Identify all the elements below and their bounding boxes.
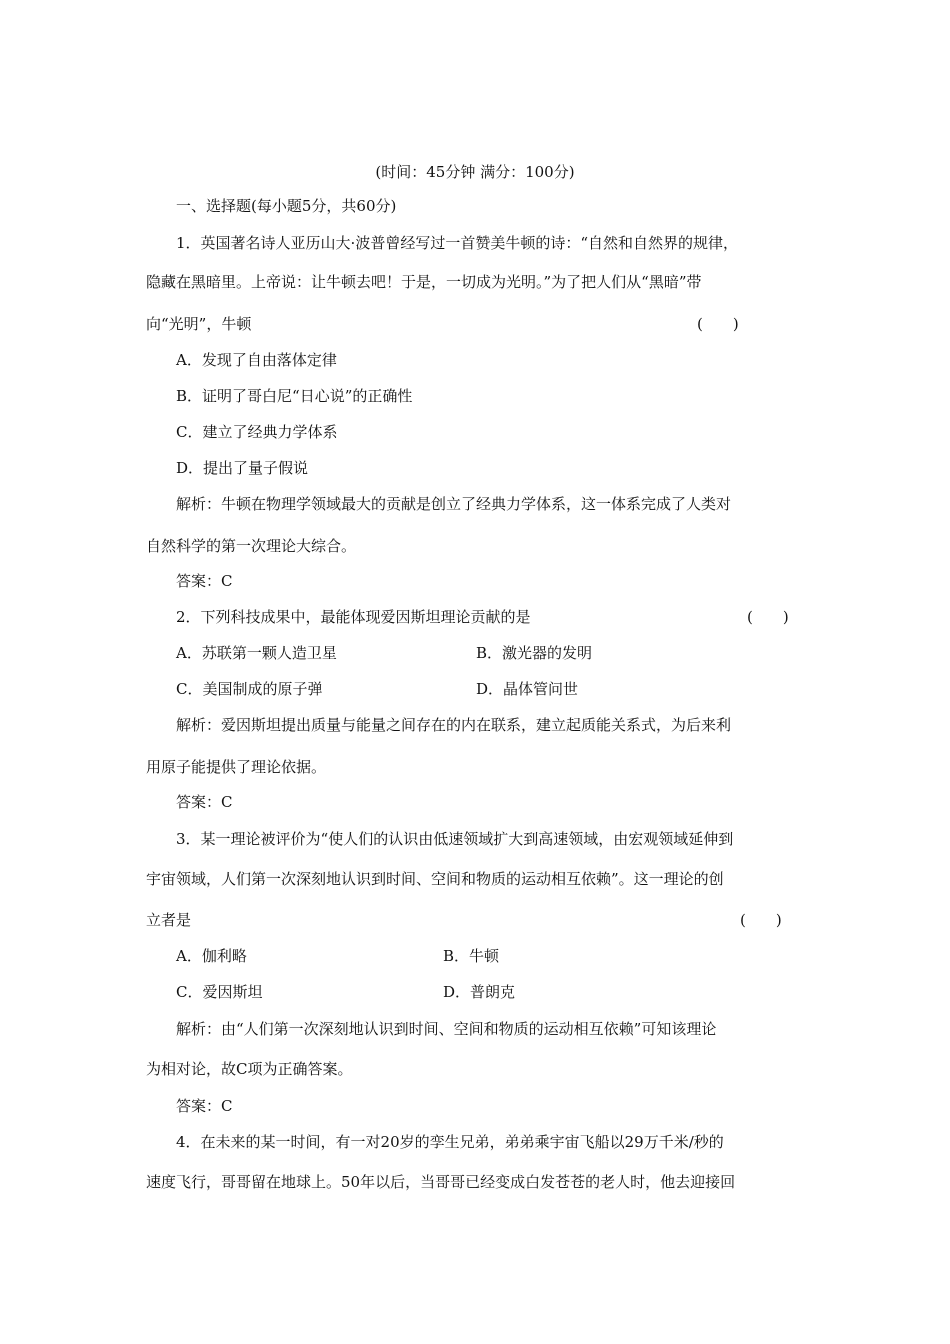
q2-answer: 答案：C [176, 793, 233, 811]
q3-option-a: A．伽利略 [176, 947, 247, 965]
q3-option-b: B．牛顿 [443, 947, 500, 965]
q1-answer-blank: ( ) [697, 315, 739, 333]
q4-stem-line2: 速度飞行，哥哥留在地球上。50年以后，当哥哥已经变成白发苍苍的老人时，他去迎接回 [146, 1173, 736, 1191]
q3-stem-line1: 3．某一理论被评价为“使人们的认识由低速领域扩大到高速领域，由宏观领域延伸到 [176, 830, 734, 848]
q3-analysis-line1: 解析：由“人们第一次深刻地认识到时间、空间和物质的运动相互依赖”可知该理论 [176, 1020, 717, 1038]
q2-analysis-line1: 解析：爱因斯坦提出质量与能量之间存在的内在联系，建立起质能关系式，为后来利 [176, 716, 732, 734]
q1-stem-line2: 隐藏在黑暗里。上帝说：让牛顿去吧！于是，一切成为光明。”为了把人们从“黑暗”带 [146, 273, 702, 291]
q2-answer-blank: ( ) [747, 608, 789, 626]
q2-option-c: C．美国制成的原子弹 [176, 680, 323, 698]
q3-answer-blank: ( ) [740, 911, 782, 929]
q1-option-b: B．证明了哥白尼“日心说”的正确性 [176, 387, 413, 405]
q1-stem-line1: 1．英国著名诗人亚历山大·波普曾经写过一首赞美牛顿的诗：“自然和自然界的规律， [176, 234, 738, 252]
q2-option-b: B．激光器的发明 [476, 644, 593, 662]
q1-option-d: D．提出了量子假说 [176, 459, 309, 477]
q2-stem-line1: 2．下列科技成果中，最能体现爱因斯坦理论贡献的是 [176, 608, 531, 626]
q3-option-c: C．爱因斯坦 [176, 983, 263, 1001]
q1-analysis-line2: 自然科学的第一次理论大综合。 [146, 537, 357, 555]
q2-option-d: D．晶体管问世 [476, 680, 579, 698]
q1-answer: 答案：C [176, 572, 233, 590]
q1-option-c: C．建立了经典力学体系 [176, 423, 338, 441]
section-heading: 一、选择题(每小题5分，共60分) [176, 197, 397, 215]
q1-stem-line3: 向“光明”，牛顿 [146, 315, 252, 333]
q2-option-a: A．苏联第一颗人造卫星 [176, 644, 337, 662]
q1-option-a: A．发现了自由落体定律 [176, 351, 337, 369]
q3-analysis-line2: 为相对论，故C项为正确答案。 [146, 1060, 353, 1078]
q3-stem-line2: 宇宙领域，人们第一次深刻地认识到时间、空间和物质的运动相互依赖”。这一理论的创 [146, 870, 724, 888]
q4-stem-line1: 4．在未来的某一时间，有一对20岁的孪生兄弟，弟弟乘宇宙飞船以29万千米/秒的 [176, 1133, 724, 1151]
q1-analysis-line1: 解析：牛顿在物理学领域最大的贡献是创立了经典力学体系，这一体系完成了人类对 [176, 495, 732, 513]
q2-analysis-line2: 用原子能提供了理论依据。 [146, 758, 327, 776]
q3-answer: 答案：C [176, 1097, 233, 1115]
q3-stem-line3: 立者是 [146, 911, 192, 929]
exam-header: (时间：45分钟 满分：100分) [375, 163, 575, 181]
q3-option-d: D．普朗克 [443, 983, 516, 1001]
